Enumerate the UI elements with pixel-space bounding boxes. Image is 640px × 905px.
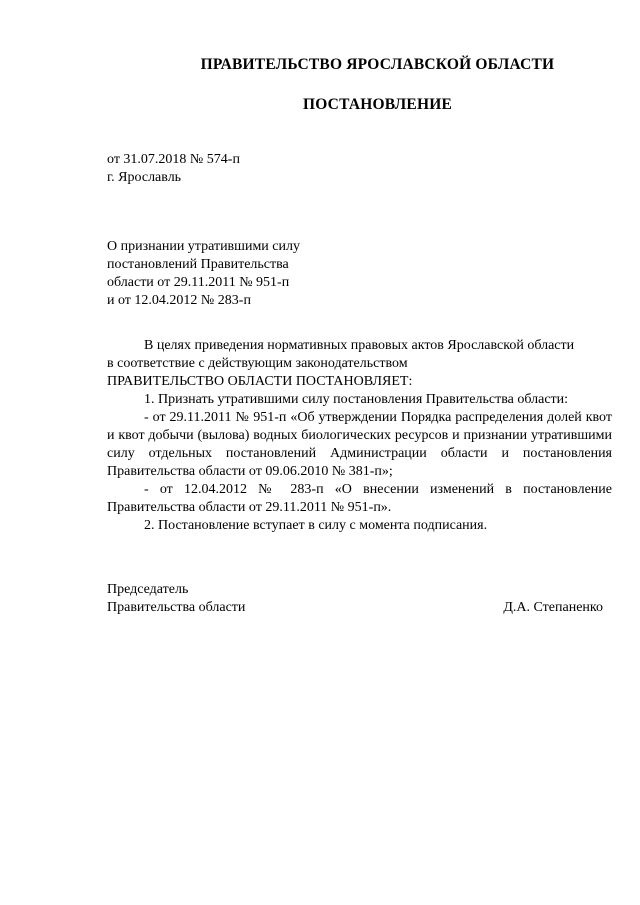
subject-line: О признании утратившими силу (107, 239, 300, 254)
date-number: от 31.07.2018 № 574-п (107, 152, 240, 167)
subject-line: области от 29.11.2011 № 951-п (107, 275, 290, 290)
government-title: ПРАВИТЕЛЬСТВО ЯРОСЛАВСКОЙ ОБЛАСТИ (200, 56, 555, 73)
document-meta (107, 151, 240, 187)
item-2: 2. Постановление вступает в силу с момента подписания. (144, 518, 488, 533)
item-1: 1. Признать утратившими силу постановления Правительства области: (144, 392, 569, 407)
item-1-subitem-a: - от 29.11.2011 № 951-п «Об утверждении Порядка распределения долей квот и квот добычи (вылова) водных биологических ресурсов и признании утратившими силу отдельных постановлений Администрации области и постановления Правительства области от 09.06.2010 № 381-п»; (107, 410, 612, 479)
city: г. Ярославль (107, 170, 182, 185)
intro-line: в соответствие с действующим законодательством (107, 356, 408, 371)
subject-line: постановлений Правительства (107, 257, 289, 272)
item-1-subitem-b: - от 12.04.2012 № 283-п «О внесении изменений в постановление Правительства области от 29.11.2011 № 951-п». (107, 482, 612, 515)
intro-line: В целях приведения нормативных правовых актов Ярославской области (144, 338, 575, 353)
signatory-name: Д.А. Степаненко (503, 600, 603, 615)
document-body (107, 337, 612, 535)
signature-position (107, 581, 245, 617)
subject-line: и от 12.04.2012 № 283-п (107, 293, 251, 308)
document-subject (107, 238, 347, 310)
signature-position-line: Правительства области (107, 600, 246, 615)
resolves-statement: ПРАВИТЕЛЬСТВО ОБЛАСТИ ПОСТАНОВЛЯЕТ: (107, 374, 413, 389)
document-type-title: ПОСТАНОВЛЕНИЕ (302, 96, 453, 113)
signature-position-line: Председатель (107, 582, 189, 597)
